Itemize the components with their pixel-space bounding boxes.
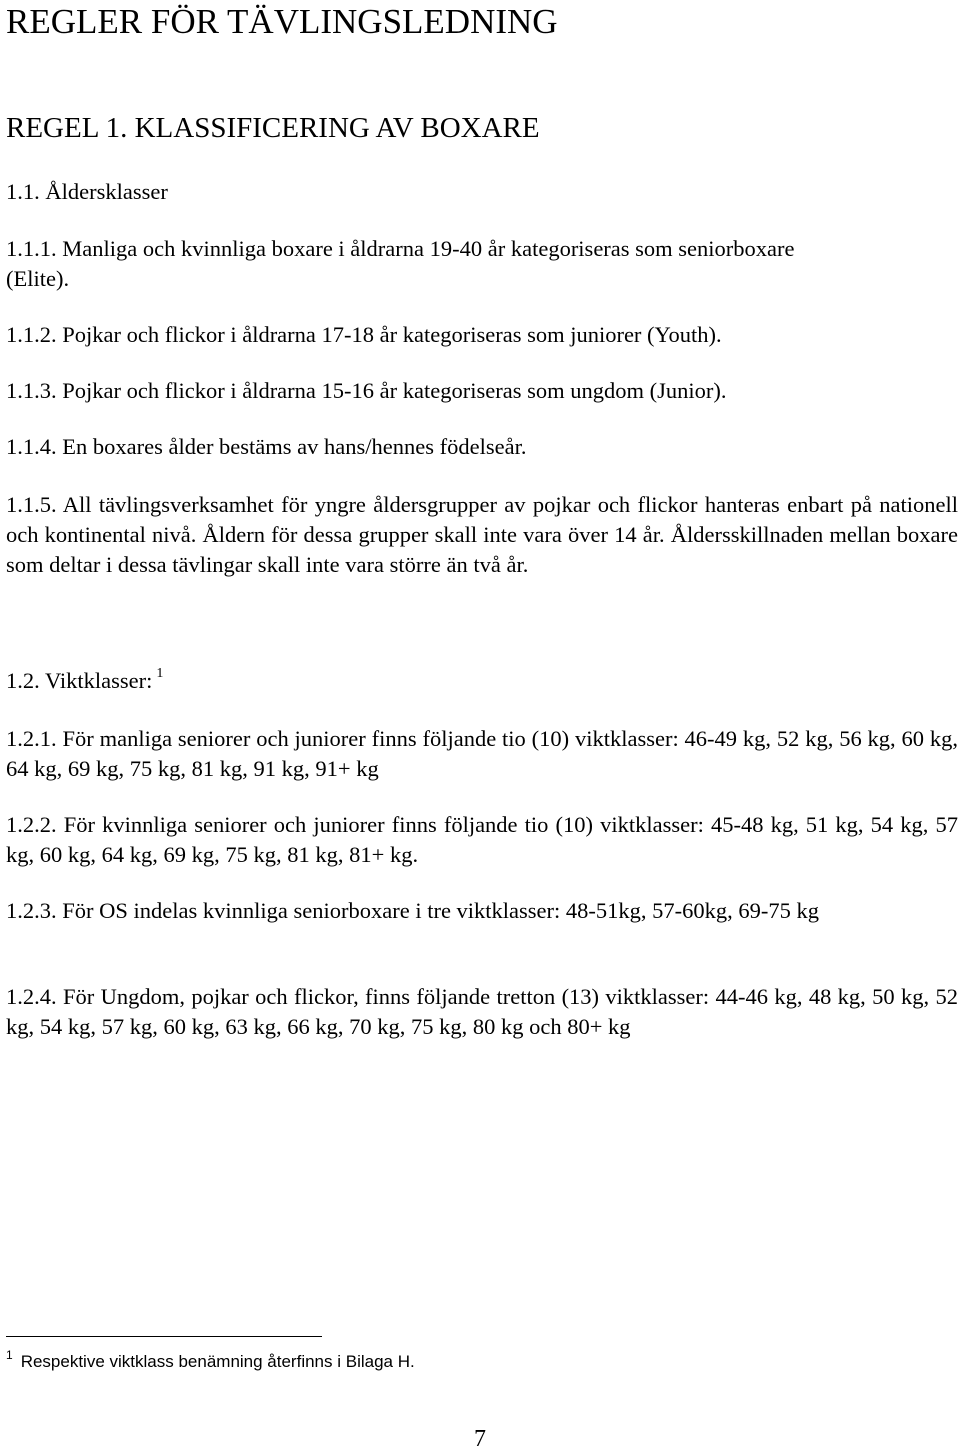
paragraph-1-2-3: 1.2.3. För OS indelas kvinnliga seniorboxare i tre viktklasser: 48-51kg, 57-60kg, 69-75 kg: [6, 898, 820, 923]
footnote-text: Respektive viktklass benämning återfinns i Bilaga H.: [20, 1352, 415, 1371]
section-heading-weight-classes: [6, 666, 163, 700]
rule-heading: REGEL 1. KLASSIFICERING AV BOXARE: [6, 112, 540, 144]
footnote: [6, 1350, 415, 1375]
footnote-reference: 1: [156, 666, 164, 681]
paragraph-1-1-1-line2: (Elite).: [6, 266, 70, 291]
paragraph-1-2-1: 1.2.1. För manliga seniorer och juniorer finns följande tio (10) viktklasser: 46-49 kg, 52 kg, 56 kg, 60 kg, 64 kg, 69 kg, 75 kg, 81 kg, 91 kg, 91+ kg: [6, 726, 958, 781]
paragraph-1-1-1-line1: 1.1.1. Manliga och kvinnliga boxare i åldrarna 19-40 år kategoriseras som seniorboxare: [6, 236, 795, 261]
footnote-separator: [6, 1336, 322, 1337]
paragraph-1-1-5: 1.1.5. All tävlingsverksamhet för yngre åldersgrupper av pojkar och flickor hanteras enbart på nationell och kontinental nivå. Åldern för dessa grupper skall inte vara över 14 år. Åldersskillnaden mellan boxare som deltar i dessa tävlingar skall inte vara större än två år.: [6, 492, 958, 577]
footnote-marker: 1: [6, 1348, 13, 1362]
section-heading-weight-classes-label: 1.2. Viktklasser:: [6, 668, 153, 693]
paragraph-1-1-2: 1.1.2. Pojkar och flickor i åldrarna 17-18 år kategoriseras som juniorer (Youth).: [6, 322, 722, 347]
document-title: REGLER FÖR TÄVLINGSLEDNING: [6, 2, 558, 41]
paragraph-1-1-3: 1.1.3. Pojkar och flickor i åldrarna 15-16 år kategoriseras som ungdom (Junior).: [6, 378, 727, 403]
paragraph-1-1-4: 1.1.4. En boxares ålder bestäms av hans/hennes födelseår.: [6, 434, 527, 459]
section-heading-age-classes: 1.1. Åldersklasser: [6, 179, 168, 204]
page-number: 7: [474, 1426, 486, 1452]
paragraph-1-2-2: 1.2.2. För kvinnliga seniorer och juniorer finns följande tio (10) viktklasser: 45-48 kg, 51 kg, 54 kg, 57 kg, 60 kg, 64 kg, 69 kg, 75 kg, 81 kg, 81+ kg.: [6, 812, 958, 867]
paragraph-1-2-4: 1.2.4. För Ungdom, pojkar och flickor, finns följande tretton (13) viktklasser: 44-46 kg, 48 kg, 50 kg, 52 kg, 54 kg, 57 kg, 60 kg, 63 kg, 66 kg, 70 kg, 75 kg, 80 kg och 80+ kg: [6, 984, 958, 1039]
